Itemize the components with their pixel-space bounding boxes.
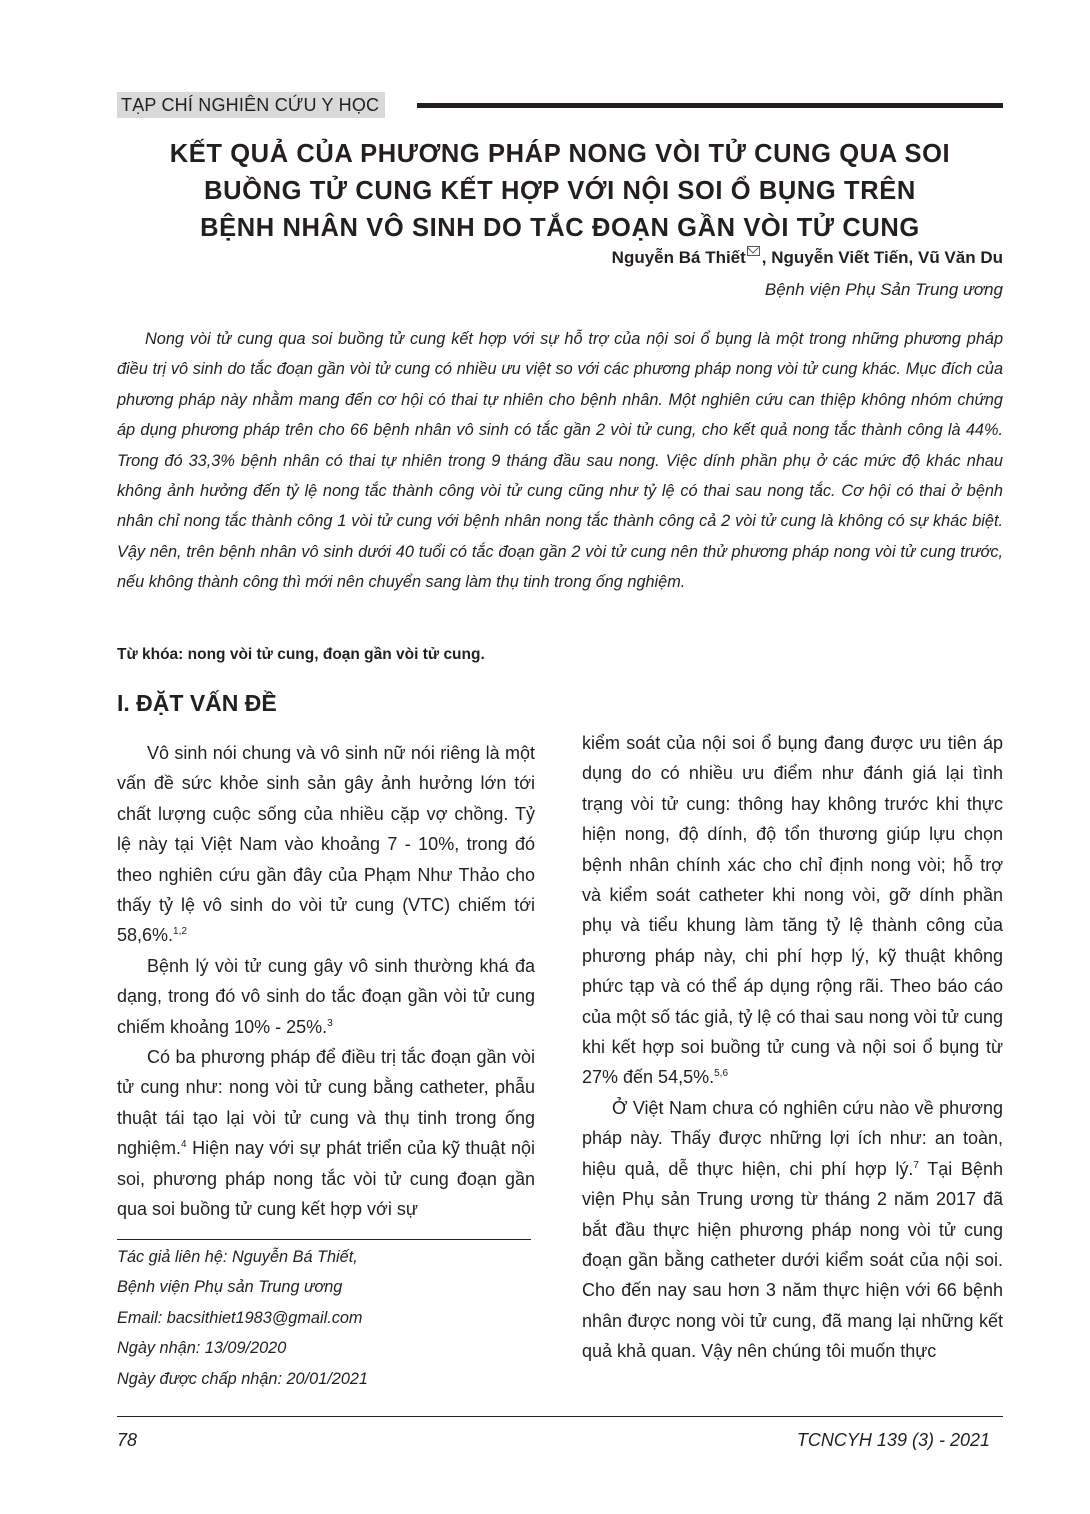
reference: 1,2 xyxy=(173,926,187,938)
paragraph: kiểm soát của nội soi ổ bụng đang được ưu tiên áp dụng do có nhiều ưu điểm như đánh giá lại tình trạng vòi tử cung: thông hay không trước khi thực hiện nong, độ dính, độ tổn thương giúp lựu chọn bệnh nhân chính xác cho chỉ định nong vòi; hỗ trợ và kiểm soát catheter khi nong vòi, gỡ dính phần phụ và tiểu khung làm tăng tỷ lệ thành công của phương pháp này, chi phí hợp lý, kỹ thuật không phức tạp và có thể áp dụng rộng rãi. Theo báo cáo của một số tác giả, tỷ lệ có thai sau nong vòi tử cung khi kết hợp soi buồng tử cung và nội soi ổ bụng từ 27% đến 54,5%.$^{5,6}$ xyxy=(582,733,1003,1088)
journal-header xyxy=(117,92,1003,118)
affiliation: Bệnh viện Phụ Sản Trung ương xyxy=(764,280,1003,299)
footnote-divider xyxy=(117,1239,531,1240)
title-line-2: BUỒNG TỬ CUNG KẾT HỢP VỚI NỘI SOI Ổ BỤNG TRÊN xyxy=(204,177,916,205)
correspondence-footnote xyxy=(117,1242,537,1394)
correspondence-author: Tác giả liên hệ: Nguyễn Bá Thiết, xyxy=(117,1248,358,1266)
footer-rule xyxy=(117,1416,1003,1417)
envelope-icon xyxy=(747,246,760,256)
paragraph: Có ba phương pháp để điều trị tắc đoạn gần vòi tử cung như: nong vòi tử cung bằng catheter, phẫu thuật tái tạo lại vòi tử cung và thụ tinh trong ống nghiệm.$^4$ Hiện nay với sự phát triển của kỹ thuật nội soi, phương pháp nong tắc vòi tử cung đoạn gần qua soi buồng tử cung kết hợp với sự xyxy=(117,1047,535,1220)
journal-name: TẠP CHÍ NGHIÊN CỨU Y HỌC xyxy=(117,92,385,118)
title-line-1: KẾT QUẢ CỦA PHƯƠNG PHÁP NONG VÒI TỬ CUNG QUA SOI xyxy=(169,140,951,168)
left-column xyxy=(117,738,535,1225)
author-list xyxy=(612,248,1003,268)
abstract: Nong vòi tử cung qua soi buồng tử cung kết hợp với sự hỗ trợ của nội soi ổ bụng là một trong những phương pháp điều trị vô sinh do tắc đoạn gần vòi tử cung có nhiều ưu việt so với các phương pháp nong vòi tử cung khác. Mục đích của phương pháp này nhằm mang đến cơ hội có thai tự nhiên cho bệnh nhân. Một nghiên cứu can thiệp không nhóm chứng áp dụng phương pháp trên cho 66 bệnh nhân vô sinh có tắc gần 2 vòi tử cung, cho kết quả nong tắc thành công là 44%. Trong đó 33,3% bệnh nhân có thai tự nhiên trong 9 tháng đầu sau nong. Việc dính phần phụ ở các mức độ khác nhau không ảnh hưởng đến tỷ lệ nong tắc thành công vòi tử cung cũng như tỷ lệ có thai sau nong tắc. Cơ hội có thai ở bệnh nhân chỉ nong tắc thành công 1 vòi tử cung với bệnh nhân nong tắc thành công cả 2 vòi tử cung là không có sự khác biệt. Vậy nên, trên bệnh nhân vô sinh dưới 40 tuổi có tắc đoạn gần 2 vòi tử cung nên thử phương pháp nong vòi tử cung trước, nếu không thành công thì mới nên chuyển sang làm thụ tinh trong ống nghiệm. xyxy=(117,330,1003,592)
journal-issue: TCNCYH 139 (3) - 2021 xyxy=(796,1430,990,1450)
correspondence-institution: Bệnh viện Phụ sản Trung ương xyxy=(117,1278,343,1297)
paragraph: Ở Việt Nam chưa có nghiên cứu nào về phương pháp này. Thấy được những lợi ích như: an toàn, hiệu quả, dễ thực hiện, chi phí hợp lý.$^7$ Tại Bệnh viện Phụ sản Trung ương từ tháng 2 năm 2017 đã bắt đầu thực hiện phương pháp nong vòi tử cung đoạn gần bằng catheter dưới kiểm soát của nội soi. Cho đến nay sau hơn 3 năm thực hiện với 66 bệnh nhân được nong vòi tử cung, đã mang lại những kết quả khả quan. Vậy nên chúng tôi muốn thực xyxy=(582,1097,1003,1362)
reference: 3 xyxy=(327,1017,333,1029)
keywords: Từ khóa: nong vòi tử cung, đoạn gần vòi tử cung. xyxy=(117,646,485,663)
section-heading: I. ĐẶT VẤN ĐỀ xyxy=(117,690,277,716)
reference: 7 xyxy=(913,1159,919,1171)
corresponding-author: Nguyễn Bá Thiết xyxy=(611,248,746,267)
reference: 4 xyxy=(181,1139,187,1151)
received-date: Ngày nhận: 13/09/2020 xyxy=(117,1339,287,1358)
page-number: 78 xyxy=(117,1430,138,1450)
accepted-date: Ngày được chấp nhận: 20/01/2021 xyxy=(117,1369,368,1388)
header-rule xyxy=(417,103,1003,108)
title-line-3: BỆNH NHÂN VÔ SINH DO TẮC ĐOẠN GẦN VÒI TỬ CUNG xyxy=(200,214,920,242)
right-column xyxy=(582,728,1003,1367)
article-title xyxy=(110,136,1010,247)
paragraph: Bệnh lý vòi tử cung gây vô sinh thường khá đa dạng, trong đó vô sinh do tắc đoạn gần vòi tử cung chiếm khoảng 10% - 25%.$^3$ xyxy=(117,955,535,1037)
correspondence-email: Email: bacsithiet1983@gmail.com xyxy=(117,1308,363,1327)
reference: 5,6 xyxy=(714,1068,729,1080)
co-authors: , Nguyễn Viết Tiến, Vũ Văn Du xyxy=(761,248,1003,267)
paragraph: Vô sinh nói chung và vô sinh nữ nói riêng là một vấn đề sức khỏe sinh sản gây ảnh hưởng lớn tới chất lượng cuộc sống của nhiều cặp vợ chồng. Tỷ lệ này tại Việt Nam vào khoảng 7 - 10%, trong đó theo nghiên cứu gần đây của Phạm Như Thảo cho thấy tỷ lệ vô sinh do vòi tử cung (VTC) chiếm tới 58,6%.$^{1,2}$ xyxy=(117,743,535,946)
